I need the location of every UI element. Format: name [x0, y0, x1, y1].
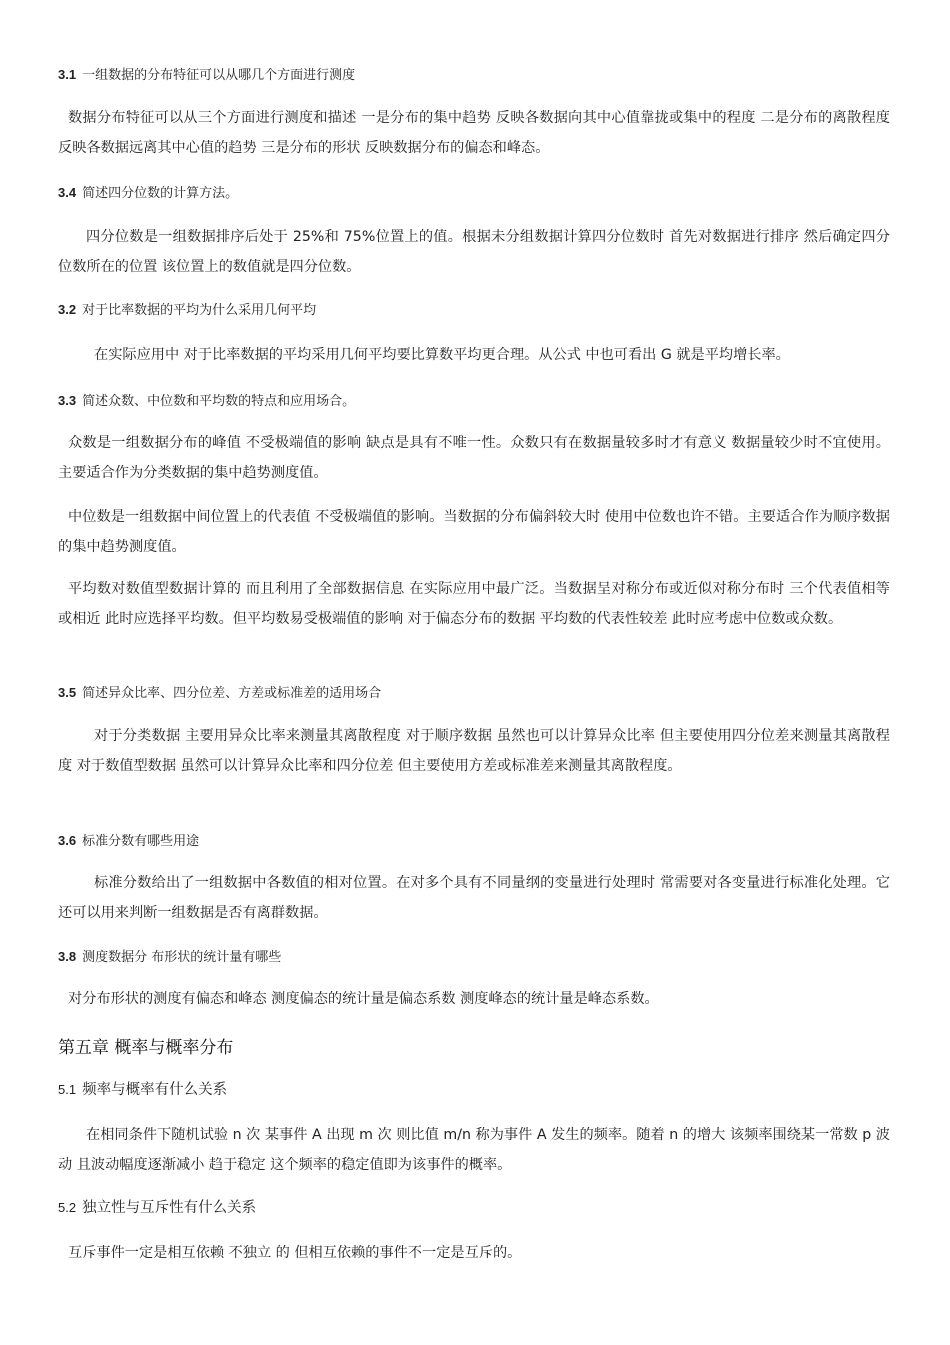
- question-text: 一组数据的分布特征可以从哪几个方面进行测度: [82, 68, 356, 83]
- question-5-2: [58, 1198, 256, 1218]
- question-3-2: [58, 301, 316, 320]
- question-number: 5.1: [58, 1082, 77, 1097]
- question-number: 5.2: [58, 1200, 77, 1215]
- question-text: 频率与概率有什么关系: [82, 1082, 228, 1098]
- question-number: 3.8: [58, 949, 77, 964]
- question-number: 3.1: [58, 67, 77, 82]
- question-3-3: [58, 392, 355, 411]
- chapter-heading: 第五章 概率与概率分布: [58, 1038, 234, 1058]
- question-text: 简述四分位数的计算方法。: [82, 186, 239, 201]
- question-3-4: [58, 184, 238, 203]
- answer-5-1: 在相同条件下随机试验 n 次 某事件 A 出现 m 次 则比值 m/n 称为事件 A 发生的频率。随着 n 的增大 该频率围绕某一常数 p 波动 且波动幅度逐渐减小 趋于稳定 这个频率的稳定值即为该事件的概率。: [58, 1127, 890, 1173]
- answer-5-2: 互斥事件一定是相互依赖 不独立 的 但相互依赖的事件不一定是互斥的。: [68, 1245, 522, 1261]
- question-number: 3.4: [58, 185, 77, 200]
- answer-3-3-mode: 众数是一组数据分布的峰值 不受极端值的影响 缺点是具有不唯一性。众数只有在数据量较多时才有意义 数据量较少时不宜使用。主要适合作为分类数据的集中趋势测度值。: [58, 435, 890, 481]
- question-5-1: [58, 1080, 227, 1100]
- answer-3-3-median: 中位数是一组数据中间位置上的代表值 不受极端值的影响。当数据的分布偏斜较大时 使用中位数也许不错。主要适合作为顺序数据的集中趋势测度值。: [58, 509, 890, 555]
- answer-3-6: 标准分数给出了一组数据中各数值的相对位置。在对多个具有不同量纲的变量进行处理时 常需要对各变量进行标准化处理。它还可以用来判断一组数据是否有离群数据。: [58, 875, 890, 921]
- question-3-6: [58, 832, 199, 851]
- question-text: 简述众数、中位数和平均数的特点和应用场合。: [82, 394, 356, 409]
- answer-3-2: 在实际应用中 对于比率数据的平均采用几何平均要比算数平均更合理。从公式 中也可看出 G 就是平均增长率。: [94, 347, 790, 363]
- question-text: 简述异众比率、四分位差、方差或标准差的适用场合: [82, 686, 382, 701]
- answer-3-5: 对于分类数据 主要用异众比率来测量其离散程度 对于顺序数据 虽然也可以计算异众比率 但主要使用四分位差来测量其离散程度 对于数值型数据 虽然可以计算异众比率和四分位差 但主要使用方差或标准差来测量其离散程度。: [58, 728, 890, 774]
- question-text: 对于比率数据的平均为什么采用几何平均: [82, 303, 317, 318]
- question-3-1: [58, 66, 355, 85]
- question-text: 标准分数有哪些用途: [82, 834, 200, 849]
- question-number: 3.6: [58, 833, 77, 848]
- question-text: 独立性与互斥性有什么关系: [82, 1200, 257, 1216]
- question-number: 3.5: [58, 685, 77, 700]
- question-text: 测度数据分 布形状的统计量有哪些: [82, 950, 282, 965]
- answer-3-1: 数据分布特征可以从三个方面进行测度和描述 一是分布的集中趋势 反映各数据向其中心值靠拢或集中的程度 二是分布的离散程度 反映各数据远离其中心值的趋势 三是分布的形状 反映数据分布的偏态和峰态。: [58, 110, 890, 156]
- answer-3-8: 对分布形状的测度有偏态和峰态 测度偏态的统计量是偏态系数 测度峰态的统计量是峰态系数。: [68, 991, 659, 1007]
- question-number: 3.2: [58, 302, 77, 317]
- question-3-5: [58, 684, 381, 703]
- question-3-8: [58, 948, 281, 967]
- answer-3-3-mean: 平均数对数值型数据计算的 而且利用了全部数据信息 在实际应用中最广泛。当数据呈对称分布或近似对称分布时 三个代表值相等或相近 此时应选择平均数。但平均数易受极端值的影响 对于偏态分布的数据 平均数的代表性较差 此时应考虑中位数或众数。: [58, 581, 890, 627]
- question-number: 3.3: [58, 393, 77, 408]
- answer-3-4: 四分位数是一组数据排序后处于 25%和 75%位置上的值。根据未分组数据计算四分位数时 首先对数据进行排序 然后确定四分位数所在的位置 该位置上的数值就是四分位数。: [58, 229, 890, 275]
